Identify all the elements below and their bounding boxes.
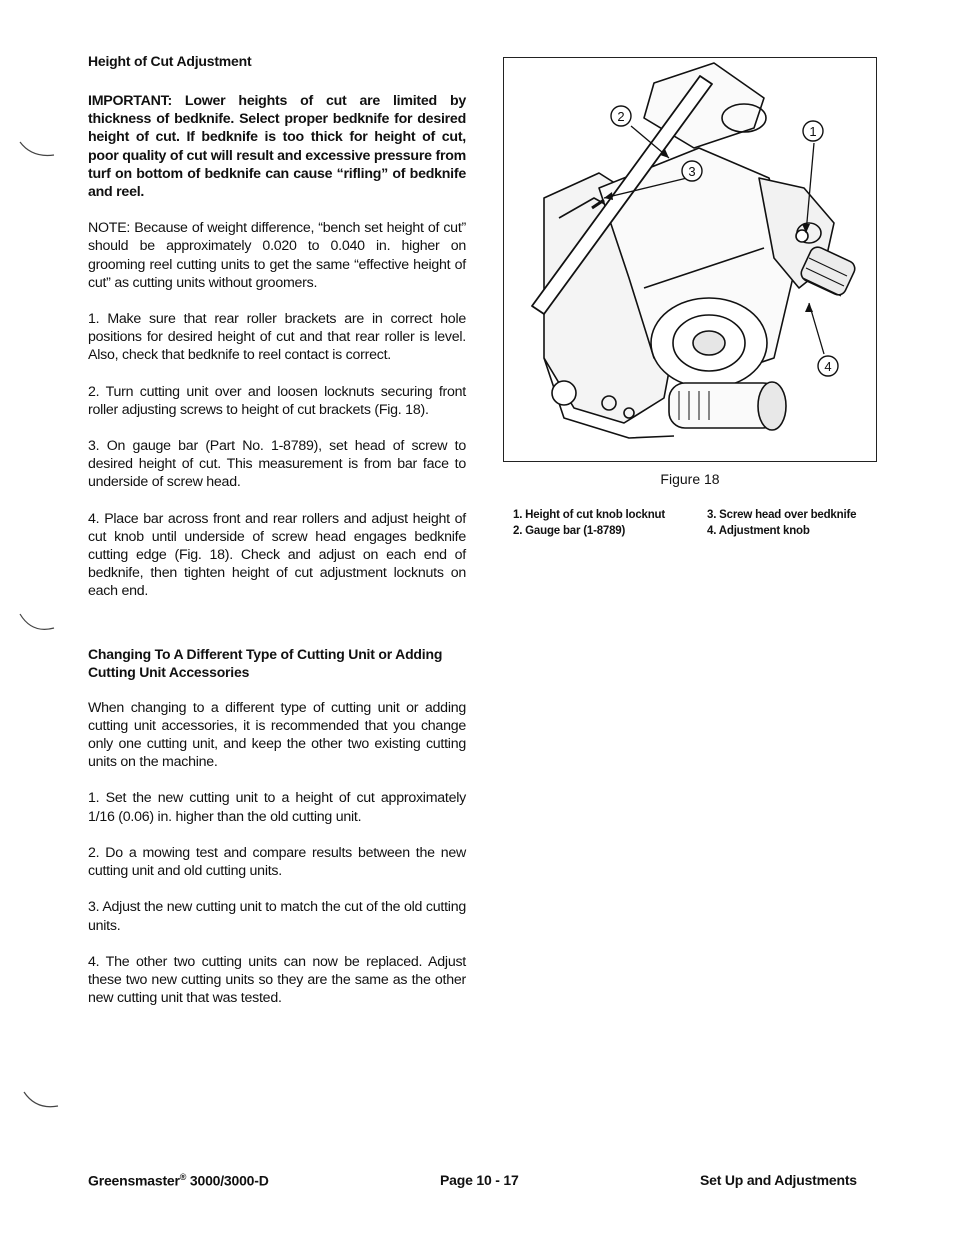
section-heading-height-of-cut: Height of Cut Adjustment <box>88 53 252 69</box>
callout-2-label: 2 <box>617 109 625 124</box>
binding-mark <box>18 612 58 636</box>
figure-18-illustration <box>503 57 877 462</box>
section-gap <box>88 619 466 645</box>
binding-mark <box>22 1090 62 1112</box>
callout-4-label: 4 <box>824 359 832 374</box>
legend-item-4: 4. Adjustment knob <box>707 524 810 537</box>
changing-step-1: 1. Set the new cutting unit to a height of cut approximately 1/16 (0.06) in. higher than the old cutting unit. <box>88 790 466 825</box>
footer-product: Greensmaster® 3000/3000-D <box>88 1172 269 1189</box>
section-heading-changing-cutting-unit: Changing To A Different Type of Cutting Unit or Adding Cutting Unit Accessories <box>88 645 443 680</box>
figure-legend-right <box>707 508 856 539</box>
figure-caption: Figure 18 <box>660 471 720 487</box>
changing-intro: When changing to a different type of cutting unit or adding cutting unit accessories, it is recommended that you change only one cutting unit, and keep the other two existing cutting units on the machine. <box>88 699 466 771</box>
callout-1-label: 1 <box>809 124 817 139</box>
legend-item-3: 3. Screw head over bedknife <box>707 509 857 521</box>
changing-step-2: 2. Do a mowing test and compare results between the new cutting unit and old cutting units. <box>88 844 466 880</box>
step-4: 4. Place bar across front and rear rollers and adjust height of cut knob until underside of screw head engages bedknife cutting edge (Fig. 18). Check and adjust on each end of bedknife, then tighten height of cut adjustment locknuts on each end. <box>88 510 466 600</box>
figure-legend-left <box>513 508 665 539</box>
legend-item-2: 2. Gauge bar (1-8789) <box>513 524 626 537</box>
footer-section-name: Set Up and Adjustments <box>700 1172 857 1188</box>
step-2: 2. Turn cutting unit over and loosen locknuts securing front roller adjusting screws to height of cut brackets (Fig. 18). <box>88 383 466 418</box>
binding-mark <box>18 140 58 160</box>
left-column <box>88 52 466 1025</box>
step-3: 3. On gauge bar (Part No. 1-8789), set head of screw to desired height of cut. This measurement is from bar face to underside of screw head. <box>88 438 466 491</box>
cutting-unit-drawing <box>504 58 877 462</box>
registered-mark: ® <box>179 1172 187 1182</box>
callout-3-label: 3 <box>688 164 696 179</box>
important-notice: IMPORTANT: Lower heights of cut are limited by thickness of bedknife. Select proper bedknife for desired height of cut. If bedknife is too thick for height of cut, poor quality of cut will result and excessive pressure from turf on bottom of bedknife can cause “rifling” of bedknife and reel. <box>88 93 466 201</box>
changing-step-4: 4. The other two cutting units can now be replaced. Adjust these two new cutting units so they are the same as the other new cutting unit that was tested. <box>88 953 466 1007</box>
legend-item-1: 1. Height of cut knob locknut <box>513 509 666 521</box>
step-1: 1. Make sure that rear roller brackets are in correct hole positions for desired height of cut and that rear roller is level. Also, check that bedknife to reel contact is correct. <box>88 311 466 364</box>
weight-note: NOTE: Because of weight difference, “bench set height of cut” should be approximately 0.020 to 0.040 in. higher on grooming reel cutting units to get the same “effective height of cut” as cutting units without groomers. <box>88 220 466 291</box>
footer-page-number: Page 10 - 17 <box>440 1172 519 1188</box>
changing-step-3: 3. Adjust the new cutting unit to match the cut of the old cutting units. <box>88 899 466 934</box>
